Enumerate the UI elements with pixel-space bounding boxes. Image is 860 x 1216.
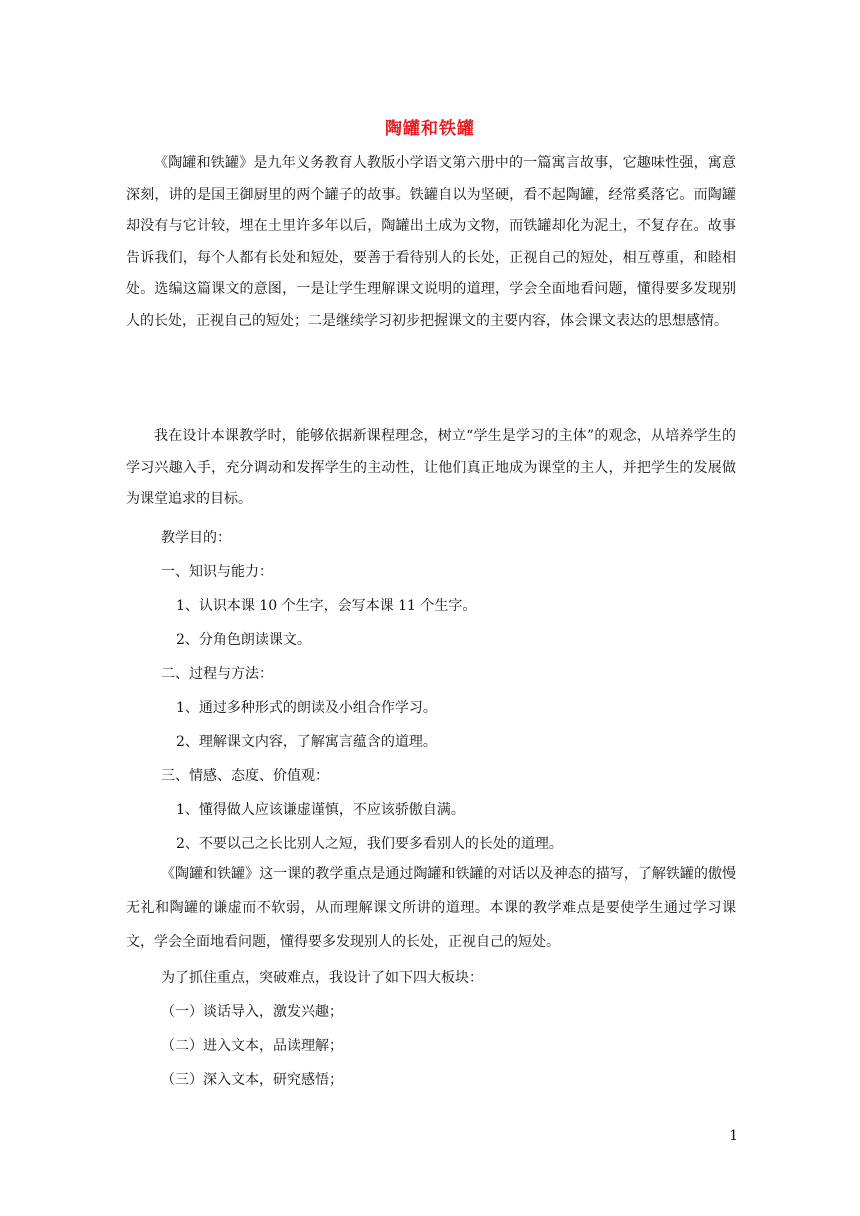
list-item: （一）谈话导入，激发兴趣； — [161, 1004, 343, 1020]
key-points-paragraph — [126, 857, 736, 959]
list-item: 2、不要以己之长比别人之短，我们要多看别人的长处的道理。 — [176, 836, 563, 852]
section-heading-knowledge: 一、知识与能力： — [161, 564, 273, 580]
list-item: 1、懂得做人应该谦虚谨慎，不应该骄傲自满。 — [176, 802, 465, 818]
section-heading-attitude: 三、情感、态度、价值观： — [161, 768, 329, 784]
plan-intro: 为了抓住重点，突破难点，我设计了如下四大板块： — [161, 970, 483, 986]
list-item: 1、认识本课 10 个生字，会写本课 11 个生字。 — [176, 598, 477, 614]
list-item: （二）进入文本，品读理解； — [161, 1038, 343, 1054]
list-item: 2、理解课文内容，了解寓言蕴含的道理。 — [176, 734, 437, 750]
document-title: 陶罐和铁罐 — [385, 119, 475, 139]
key-points-text: 《陶罐和铁罐》这一课的教学重点是通过陶罐和铁罐的对话以及神态的描写，了解铁罐的傲慢无礼和陶罐的谦虚而不软弱，从而理解课文所讲的道理。本课的教学难点是要使学生通过学习课文，学会全面地看问题，懂得要多发现别人的长处，正视自己的短处。 — [126, 866, 736, 950]
list-item: （三）深入文本，研究感悟； — [161, 1072, 343, 1088]
design-paragraph: 我在设计本课教学时，能够依据新课程理念，树立“学生是学习的主体”的观念，从培养学生的学习兴趣入手，充分调动和发挥学生的主动性，让他们真正地成为课堂的主人，并把学生的发展做为课堂追求的目标。 — [126, 428, 736, 507]
list-item: 1、通过多种形式的朗读及小组合作学习。 — [176, 700, 437, 716]
list-item: 2、分角色朗读课文。 — [176, 632, 311, 648]
intro-paragraph: 《陶罐和铁罐》是九年义务教育人教版小学语文第六册中的一篇寓言故事，它趣味性强，寓意深刻，讲的是国王御厨里的两个罐子的故事。铁罐自以为坚硬，看不起陶罐，经常奚落它。而陶罐却没有与它计较，埋在土里许多年以后，陶罐出土成为文物，而铁罐却化为泥土，不复存在。故事告诉我们，每个人都有长处和短处，要善于看待别人的长处，正视自己的短处，相互尊重，和睦相处。选编这篇课文的意图，一是让学生理解课文说明的道理，学会全面地看问题，懂得要多发现别人的长处，正视自己的短处；二是继续学习初步把握课文的主要内容，体会课文表达的思想感情。 — [126, 155, 736, 329]
page-number: 1 — [729, 1128, 738, 1144]
section-heading-process: 二、过程与方法： — [161, 666, 273, 682]
objectives-heading: 教学目的： — [161, 530, 231, 546]
